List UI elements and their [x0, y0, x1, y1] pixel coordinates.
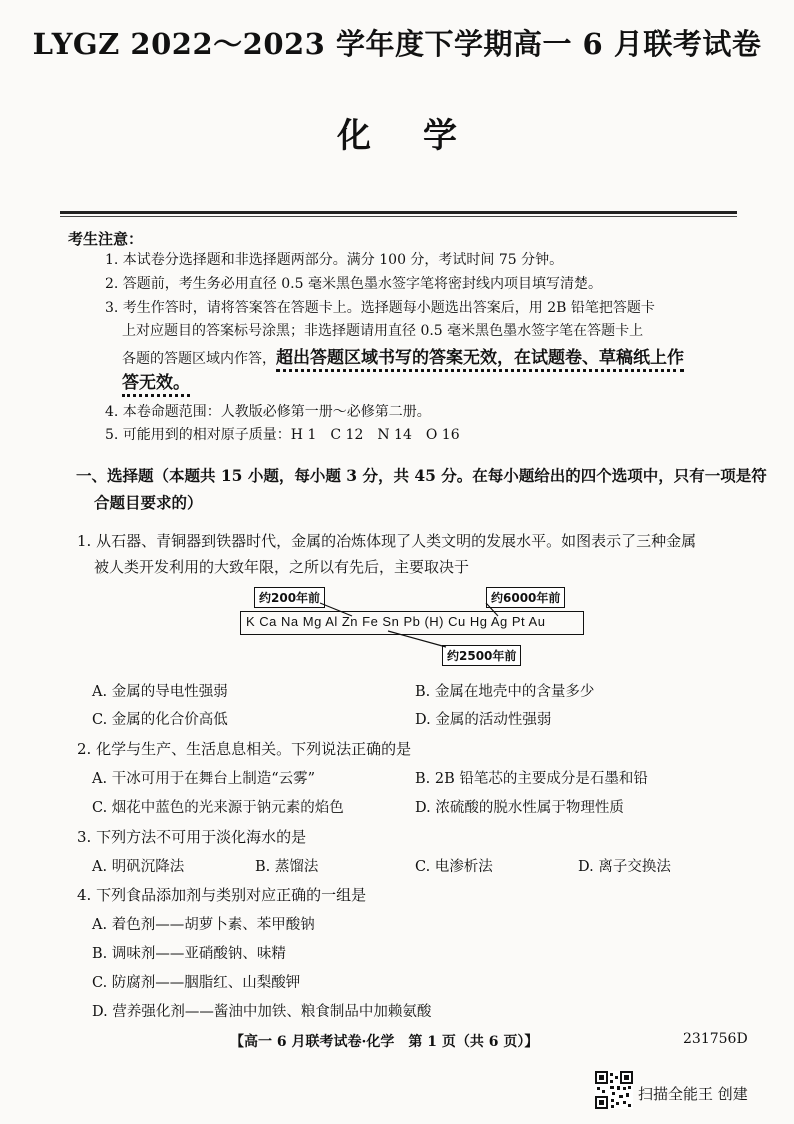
section-heading: 一、选择题（本题共 15 小题，每小题 3 分，共 45 分。在每小题给出的四个选项中，只有一项是符: [76, 466, 767, 485]
notice-item-3-cont2: [122, 343, 684, 368]
notice-item-2: 2. 答题前，考生务必用直径 0.5 毫米黑色墨水签字笔将密封线内项目填写清楚。: [105, 276, 602, 292]
q1-option-a: A. 金属的导电性强弱: [92, 684, 228, 700]
notice-text: 各题的答题区域内作答，: [122, 351, 276, 367]
q1-stem: 1. 从石器、青铜器到铁器时代，金属的冶炼体现了人类文明的发展水平。如图表示了三种金属: [77, 532, 697, 550]
paper-code: 231756D: [683, 1031, 748, 1047]
q2-option-c: C. 烟花中蓝色的光来源于钠元素的焰色: [92, 800, 344, 816]
notice-emphasis: 超出答题区域书写的答案无效，在试题卷、草稿纸上作: [276, 348, 684, 372]
notice-item-3-end: [122, 368, 190, 393]
page-footer: 【高一 6 月联考试卷·化学 第 1 页（共 6 页）】: [230, 1034, 539, 1050]
subject-title: 化学: [337, 116, 509, 156]
q2-stem: 2. 化学与生产、生活息息相关。下列说法正确的是: [77, 740, 412, 758]
notice-heading: 考生注意：: [68, 230, 144, 248]
qr-code-icon: [595, 1071, 633, 1109]
notice-item-4: 4. 本卷命题范围：人教版必修第一册～必修第二册。: [105, 404, 431, 420]
exam-title: LYGZ 2022～2023 学年度下学期高一 6 月联考试卷: [32, 27, 762, 61]
q4-option-c: C. 防腐剂——胭脂红、山梨酸钾: [92, 975, 301, 991]
label-200-years: 约200年前: [254, 587, 325, 608]
q4-stem: 4. 下列食品添加剂与类别对应正确的一组是: [77, 886, 367, 904]
q4-option-d: D. 营养强化剂——酱油中加铁、粮食制品中加赖氨酸: [92, 1004, 432, 1020]
q3-option-d: D. 离子交换法: [578, 859, 671, 875]
notice-item-1: 1. 本试卷分选择题和非选择题两部分。满分 100 分，考试时间 75 分钟。: [105, 252, 564, 268]
header-rule-thin: [60, 216, 737, 217]
activity-series: K Ca Na Mg Al Zn Fe Sn Pb (H) Cu Hg Ag Pt Au: [246, 614, 546, 629]
q1-option-d: D. 金属的活动性强弱: [415, 712, 552, 728]
q2-option-d: D. 浓硫酸的脱水性属于物理性质: [415, 800, 624, 816]
label-2500-years: 约2500年前: [442, 645, 521, 666]
q1-option-b: B. 金属在地壳中的含量多少: [415, 684, 595, 700]
figure-connectors: [240, 595, 590, 655]
q3-stem: 3. 下列方法不可用于淡化海水的是: [77, 828, 307, 846]
q2-option-b: B. 2B 铅笔芯的主要成分是石墨和铅: [415, 771, 648, 787]
q4-option-a: A. 着色剂——胡萝卜素、苯甲酸钠: [92, 917, 315, 933]
notice-item-5: 5. 可能用到的相对原子质量：H 1 C 12 N 14 O 16: [105, 427, 460, 443]
notice-item-3-cont: 上对应题目的答案标号涂黑；非选择题请用直径 0.5 毫米黑色墨水签字笔在答题卡上: [122, 323, 644, 339]
connector-cu: [486, 603, 498, 616]
label-6000-years: 约6000年前: [486, 587, 565, 608]
q2-option-a: A. 干冰可用于在舞台上制造“云雾”: [92, 771, 316, 787]
scanner-watermark: 扫描全能王 创建: [638, 1085, 748, 1103]
q1-stem-cont: 被人类开发利用的大致年限，之所以有先后，主要取决于: [94, 558, 470, 576]
connector-fe: [388, 631, 446, 647]
q3-option-b: B. 蒸馏法: [255, 859, 319, 875]
connector-al: [320, 603, 352, 616]
notice-emphasis-end: 答无效。: [122, 373, 190, 397]
notice-item-3: 3. 考生作答时，请将答案答在答题卡上。选择题每小题选出答案后，用 2B 铅笔把答题卡: [105, 300, 655, 316]
header-rule: [60, 211, 737, 214]
q3-option-c: C. 电渗析法: [415, 859, 493, 875]
q4-option-b: B. 调味剂——亚硝酸钠、味精: [92, 946, 286, 962]
section-heading-cont: 合题目要求的）: [94, 493, 203, 512]
q3-option-a: A. 明矾沉降法: [92, 859, 185, 875]
q1-option-c: C. 金属的化合价高低: [92, 712, 228, 728]
